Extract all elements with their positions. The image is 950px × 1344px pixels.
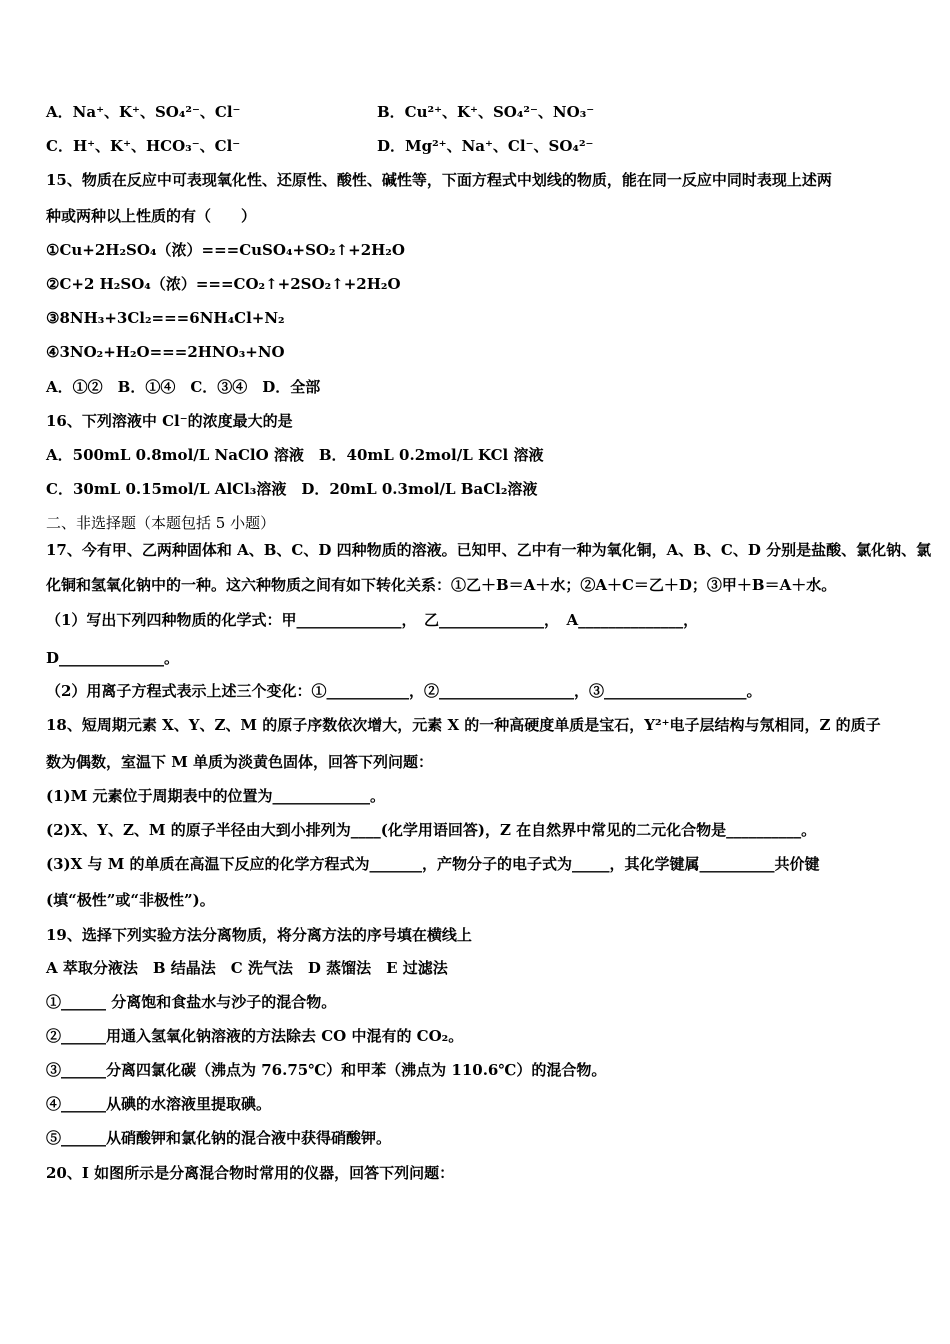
q15-stem-line2: 种或两种以上性质的有（ ） (46, 207, 257, 225)
q16-options-ab: A．500mL 0.8mol/L NaClO 溶液 B．40mL 0.2mol/L KCl 溶液 (46, 446, 544, 464)
q17-part1: （1）写出下列四种物质的化学式：甲______________， 乙______________， A______________， (46, 611, 699, 629)
q15-stem-line1: 15、物质在反应中可表现氧化性、还原性、酸性、碱性等，下面方程式中划线的物质，能在同一反应中同时表现上述两 (46, 171, 832, 189)
q14-option-a: A．Na⁺、K⁺、SO₄²⁻、Cl⁻ (46, 103, 241, 121)
q18-part2: (2)X、Y、Z、M 的原子半径由大到小排列为____(化学用语回答)，Z 在自然界中常见的二元化合物是__________。 (46, 821, 817, 839)
q19-item-2: ②______用通入氢氧化钠溶液的方法除去 CO 中混有的 CO₂。 (46, 1027, 464, 1045)
q19-methods: A 萃取分液法 B 结晶法 C 洗气法 D 蒸馏法 E 过滤法 (46, 959, 448, 977)
q14-option-c: C．H⁺、K⁺、HCO₃⁻、Cl⁻ (46, 137, 241, 155)
q19-stem: 19、选择下列实验方法分离物质，将分离方法的序号填在横线上 (46, 926, 472, 944)
q14-option-b: B．Cu²⁺、K⁺、SO₄²⁻、NO₃⁻ (377, 103, 595, 121)
q15-options: A．①② B．①④ C．③④ D．全部 (46, 378, 321, 396)
q19-item-1: ①______ 分离饱和食盐水与沙子的混合物。 (46, 993, 337, 1011)
q18-part3: (3)X 与 M 的单质在高温下反应的化学方程式为_______，产物分子的电子式为_____，其化学键属__________共价键 (46, 855, 820, 873)
q18-part1: (1)M 元素位于周期表中的位置为_____________。 (46, 787, 385, 805)
section-heading: 二、非选择题（本题包括 5 小题） (46, 514, 276, 532)
q15-reaction-1: ①Cu+2H₂SO₄（浓）===CuSO₄+SO₂↑+2H₂O (46, 241, 405, 259)
q15-reaction-3: ③8NH₃+3Cl₂===6NH₄Cl+N₂ (46, 309, 285, 327)
q20-stem: 20、I 如图所示是分离混合物时常用的仪器，回答下列问题： (46, 1164, 455, 1182)
q19-item-4: ④______从碘的水溶液里提取碘。 (46, 1095, 272, 1113)
q17-part2: （2）用离子方程式表示上述三个变化：①___________，②__________________，③___________________。 (46, 682, 762, 700)
q17-stem-line1: 17、今有甲、乙两种固体和 A、B、C、D 四种物质的溶液。已知甲、乙中有一种为氧化铜，A、B、C、D 分别是盐酸、氯化钠、氯 (46, 541, 932, 559)
q18-part3-cont: (填“极性”或“非极性”)。 (46, 891, 215, 909)
q19-item-3: ③______分离四氯化碳（沸点为 76.75℃）和甲苯（沸点为 110.6℃）的混合物。 (46, 1061, 607, 1079)
q16-stem: 16、下列溶液中 Cl⁻的浓度最大的是 (46, 412, 293, 430)
q17-part1-cont: D______________。 (46, 649, 180, 667)
q15-reaction-4: ④3NO₂+H₂O===2HNO₃+NO (46, 343, 285, 361)
q18-stem-line2: 数为偶数，室温下 M 单质为淡黄色固体，回答下列问题： (46, 753, 434, 771)
q16-options-cd: C．30mL 0.15mol/L AlCl₃溶液 D．20mL 0.3mol/L BaCl₂溶液 (46, 480, 538, 498)
q15-reaction-2: ②C+2 H₂SO₄（浓）===CO₂↑+2SO₂↑+2H₂O (46, 275, 401, 293)
q18-stem-line1: 18、短周期元素 X、Y、Z、M 的原子序数依次增大，元素 X 的一种高硬度单质是宝石，Y²⁺电子层结构与氖相同，Z 的质子 (46, 716, 881, 734)
q17-stem-line2: 化铜和氢氧化钠中的一种。这六种物质之间有如下转化关系：①乙＋B＝A＋水；②A＋C＝乙＋D；③甲＋B＝A＋水。 (46, 576, 837, 594)
q14-option-d: D．Mg²⁺、Na⁺、Cl⁻、SO₄²⁻ (377, 137, 594, 155)
q19-item-5: ⑤______从硝酸钾和氯化钠的混合液中获得硝酸钾。 (46, 1129, 392, 1147)
